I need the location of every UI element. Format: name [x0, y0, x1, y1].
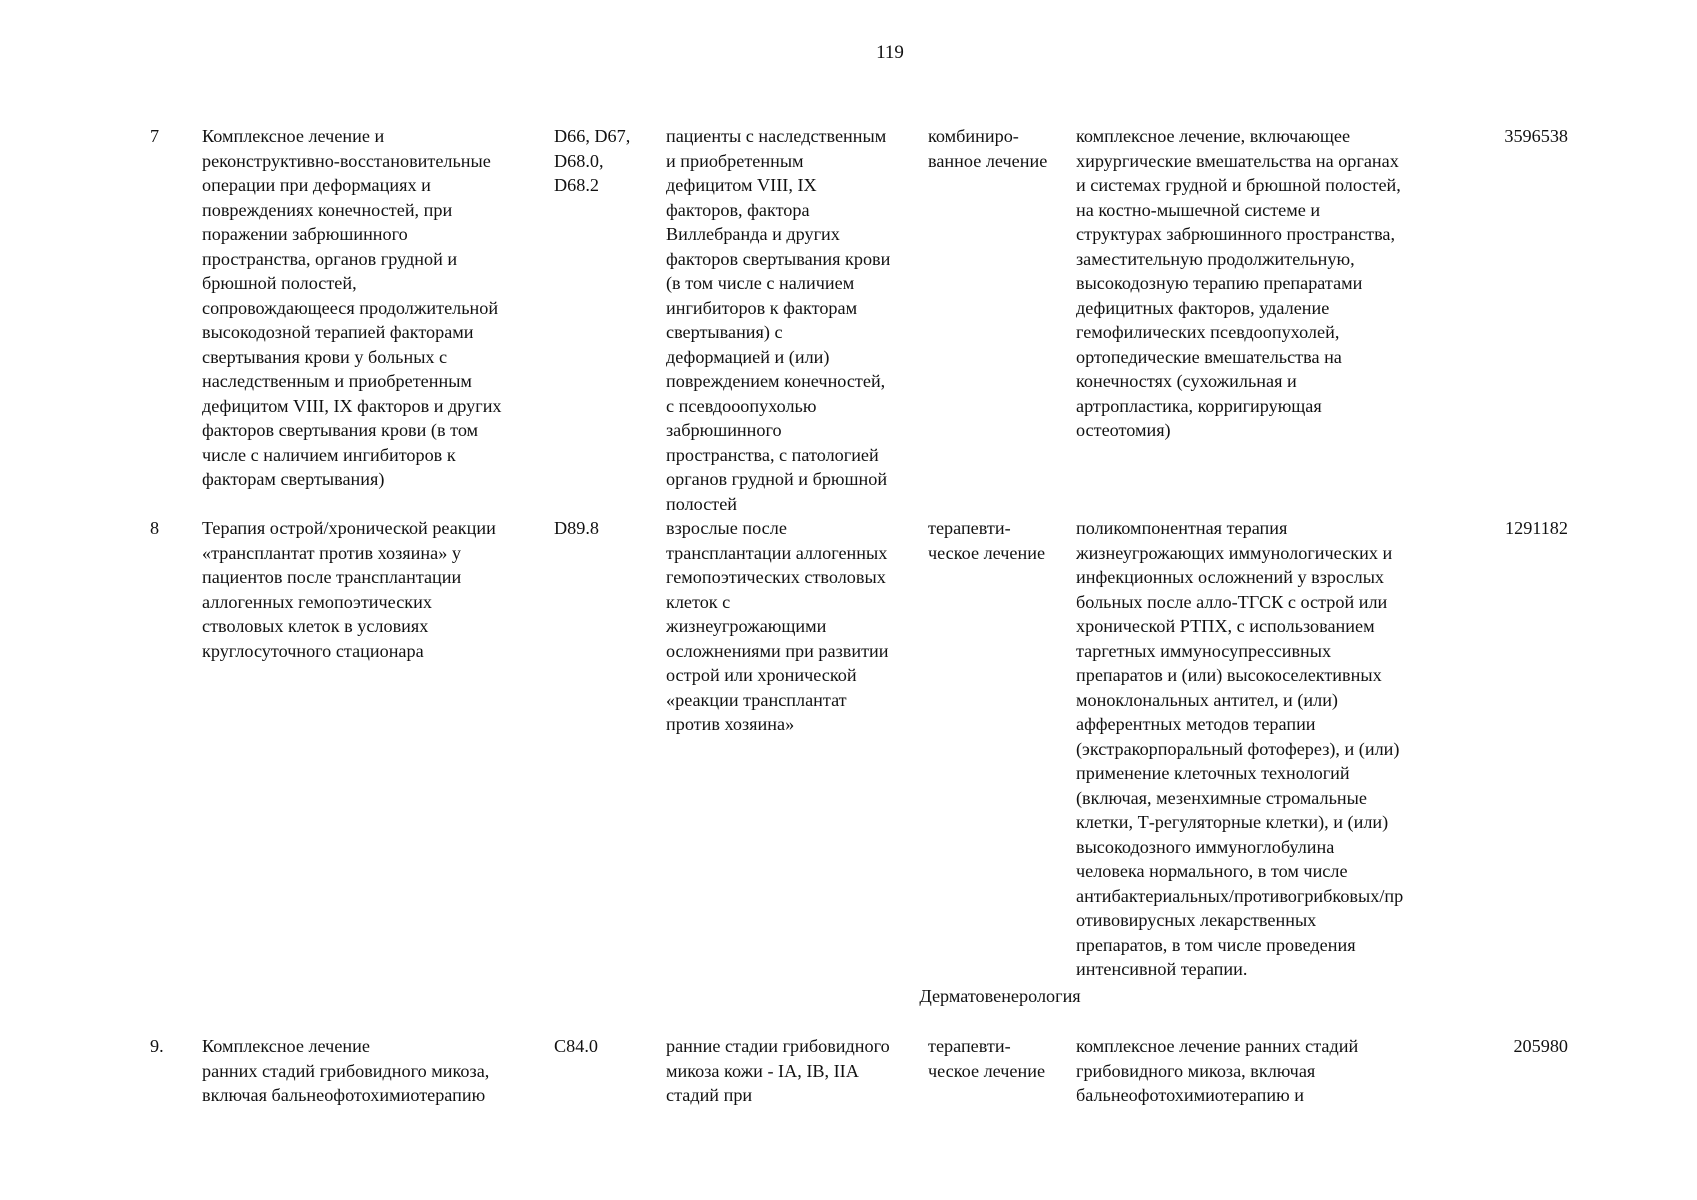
text-line: клеток с	[666, 591, 731, 612]
treatment-type	[928, 1034, 1076, 1083]
text-line: круглосуточного стационара	[202, 640, 424, 661]
patient-model	[666, 516, 928, 737]
procedure-name	[202, 124, 554, 492]
text-line: осложнениями при развитии	[666, 640, 889, 661]
text-line: терапевти-	[928, 1036, 1011, 1056]
text-line: числе с наличием ингибиторов к	[202, 444, 456, 465]
text-line: D66, D67,	[554, 126, 631, 146]
text-line: жизнеугрожающими	[666, 616, 827, 636]
text-line: трансплантации аллогенных	[666, 542, 888, 563]
text-line: свертывания крови у больных с	[202, 346, 448, 367]
text-line: гемопоэтических стволовых	[666, 567, 886, 587]
procedure-name	[202, 516, 554, 663]
cost-value: 1291182	[1505, 518, 1568, 538]
text-line: хронической РТПХ, с использованием	[1076, 616, 1375, 636]
text-line: интенсивной терапии.	[1076, 959, 1248, 979]
row-number: 8	[150, 518, 160, 538]
text-line: факторов, фактора	[666, 199, 810, 220]
text-line: повреждением конечностей,	[666, 371, 886, 391]
patient-model	[666, 124, 928, 516]
section-title: Дерматовенерология	[919, 985, 1081, 1006]
page-number: 119	[876, 42, 904, 63]
text-line: заместительную продолжительную,	[1076, 248, 1355, 269]
text-line: таргетных иммуносупрессивных	[1076, 640, 1332, 661]
text-line: антибактериальных/противогрибковых/пр	[1076, 885, 1404, 906]
table-row	[150, 124, 1570, 516]
text-line: пространства, с патологией	[666, 444, 879, 465]
text-line: ранние стадии грибовидного	[666, 1036, 890, 1056]
procedures-table	[150, 124, 1570, 1108]
text-line: комбиниро-	[928, 126, 1019, 146]
text-line: применение клеточных технологий	[1076, 763, 1350, 783]
text-line: препаратов, в том числе проведения	[1076, 934, 1356, 955]
text-line: конечностях (сухожильная и	[1076, 371, 1297, 391]
text-line: факторов свертывания крови (в том	[202, 420, 479, 440]
text-line: свертывания) с	[666, 322, 783, 342]
table-row	[150, 1034, 1570, 1108]
text-line: взрослые после	[666, 518, 787, 538]
text-line: наследственным и приобретенным	[202, 371, 472, 391]
text-line: забрюшинного	[666, 420, 782, 440]
text-line: препаратов и (или) высокоселективных	[1076, 665, 1382, 685]
text-line: хирургические вмешательства на органах	[1076, 150, 1399, 171]
text-line: высокодозную терапию препаратами	[1076, 273, 1363, 293]
text-line: дефицитом VIII, IX факторов и других	[202, 395, 502, 416]
text-line: поликомпонентная терапия	[1076, 518, 1288, 538]
text-line: Терапия острой/хронической реакции	[202, 518, 496, 538]
text-line: инфекционных осложнений у взрослых	[1076, 567, 1385, 587]
text-line: аллогенных гемопоэтических	[202, 591, 432, 612]
text-line: структурах забрюшинного пространства,	[1076, 224, 1396, 244]
text-line: повреждениях конечностей, при	[202, 199, 453, 220]
text-line: факторам свертывания)	[202, 469, 385, 489]
text-line: остеотомия)	[1076, 420, 1171, 440]
text-line: отивовирусных лекарственных	[1076, 910, 1317, 930]
icd-codes	[554, 516, 666, 541]
text-line: афферентных методов терапии	[1076, 714, 1316, 734]
text-line: на костно-мышечной системе и	[1076, 199, 1321, 220]
text-line: пациенты с наследственным	[666, 126, 887, 146]
text-line: стволовых клеток в условиях	[202, 616, 429, 636]
text-line: больных после алло-ТГСК с острой или	[1076, 591, 1388, 612]
text-line: ортопедические вмешательства на	[1076, 346, 1342, 367]
text-line: полостей	[666, 493, 738, 514]
text-line: (в том числе с наличием	[666, 273, 855, 293]
text-line: D68.2	[554, 175, 599, 195]
text-line: брюшной полостей,	[202, 273, 357, 293]
text-line: ингибиторов к факторам	[666, 297, 858, 318]
treatment-method	[1076, 124, 1472, 443]
treatment-method	[1076, 1034, 1472, 1108]
text-line: терапевти-	[928, 518, 1011, 538]
treatment-method	[1076, 516, 1472, 982]
text-line: грибовидного микоза, включая	[1076, 1060, 1316, 1081]
cost-value: 205980	[1513, 1036, 1568, 1056]
text-line: Комплексное лечение	[202, 1036, 370, 1056]
text-line: «реакции трансплантат	[666, 689, 847, 710]
text-line: комплексное лечение, включающее	[1076, 126, 1351, 146]
text-line: артропластика, корригирующая	[1076, 395, 1322, 416]
text-line: и системах грудной и брюшной полостей,	[1076, 175, 1401, 195]
text-line: C84.0	[554, 1036, 598, 1056]
text-line: стадий при	[666, 1085, 753, 1105]
row-number: 9.	[150, 1036, 164, 1056]
text-line: поражении забрюшинного	[202, 224, 408, 244]
text-line: дефицитных факторов, удаление	[1076, 297, 1330, 318]
text-line: острой или хронической	[666, 665, 857, 685]
text-line: реконструктивно-восстановительные	[202, 150, 491, 171]
text-line: жизнеугрожающих иммунологических и	[1076, 542, 1393, 563]
text-line: комплексное лечение ранних стадий	[1076, 1036, 1359, 1056]
text-line: ванное лечение	[928, 150, 1048, 171]
text-line: органов грудной и брюшной	[666, 469, 888, 489]
text-line: бальнеофотохимиотерапию и	[1076, 1085, 1304, 1105]
text-line: Виллебранда и других	[666, 224, 840, 244]
text-line: и приобретенным	[666, 150, 804, 171]
text-line: (включая, мезенхимные стромальные	[1076, 787, 1367, 808]
text-line: высокодозной терапией факторами	[202, 322, 474, 342]
table-row	[150, 516, 1570, 982]
text-line: микоза кожи - IA, IB, IIA	[666, 1060, 859, 1081]
text-line: пациентов после трансплантации	[202, 567, 462, 587]
text-line: деформацией и (или)	[666, 346, 830, 367]
text-line: сопровождающееся продолжительной	[202, 297, 499, 318]
procedure-name	[202, 1034, 554, 1108]
text-line: «трансплантат против хозяина» у	[202, 542, 461, 563]
text-line: факторов свертывания крови	[666, 248, 891, 269]
treatment-type	[928, 516, 1076, 565]
text-line: клетки, Т-регуляторные клетки), и (или)	[1076, 812, 1389, 832]
text-line: ческое лечение	[928, 542, 1046, 563]
icd-codes	[554, 1034, 666, 1059]
text-line: дефицитом VIII, IX	[666, 175, 817, 195]
text-line: (экстракорпоральный фотоферез), и (или)	[1076, 738, 1400, 759]
text-line: моноклональных антител, и (или)	[1076, 689, 1338, 710]
row-number: 7	[150, 126, 160, 146]
text-line: D89.8	[554, 518, 599, 538]
text-line: человека нормального, в том числе	[1076, 861, 1348, 881]
text-line: пространства, органов грудной и	[202, 248, 458, 269]
text-line: включая бальнеофотохимиотерапию	[202, 1085, 486, 1105]
text-line: Комплексное лечение и	[202, 126, 385, 146]
text-line: ческое лечение	[928, 1060, 1046, 1081]
text-line: с псевдооопухолью	[666, 395, 817, 416]
treatment-type	[928, 124, 1076, 173]
text-line: операции при деформациях и	[202, 175, 431, 195]
text-line: ранних стадий грибовидного микоза,	[202, 1060, 490, 1081]
icd-codes	[554, 124, 666, 198]
text-line: против хозяина»	[666, 714, 795, 734]
patient-model	[666, 1034, 928, 1108]
text-line: высокодозного иммуноглобулина	[1076, 836, 1335, 857]
cost-value: 3596538	[1504, 126, 1568, 146]
text-line: D68.0,	[554, 150, 604, 171]
text-line: гемофилических псевдоопухолей,	[1076, 322, 1340, 342]
